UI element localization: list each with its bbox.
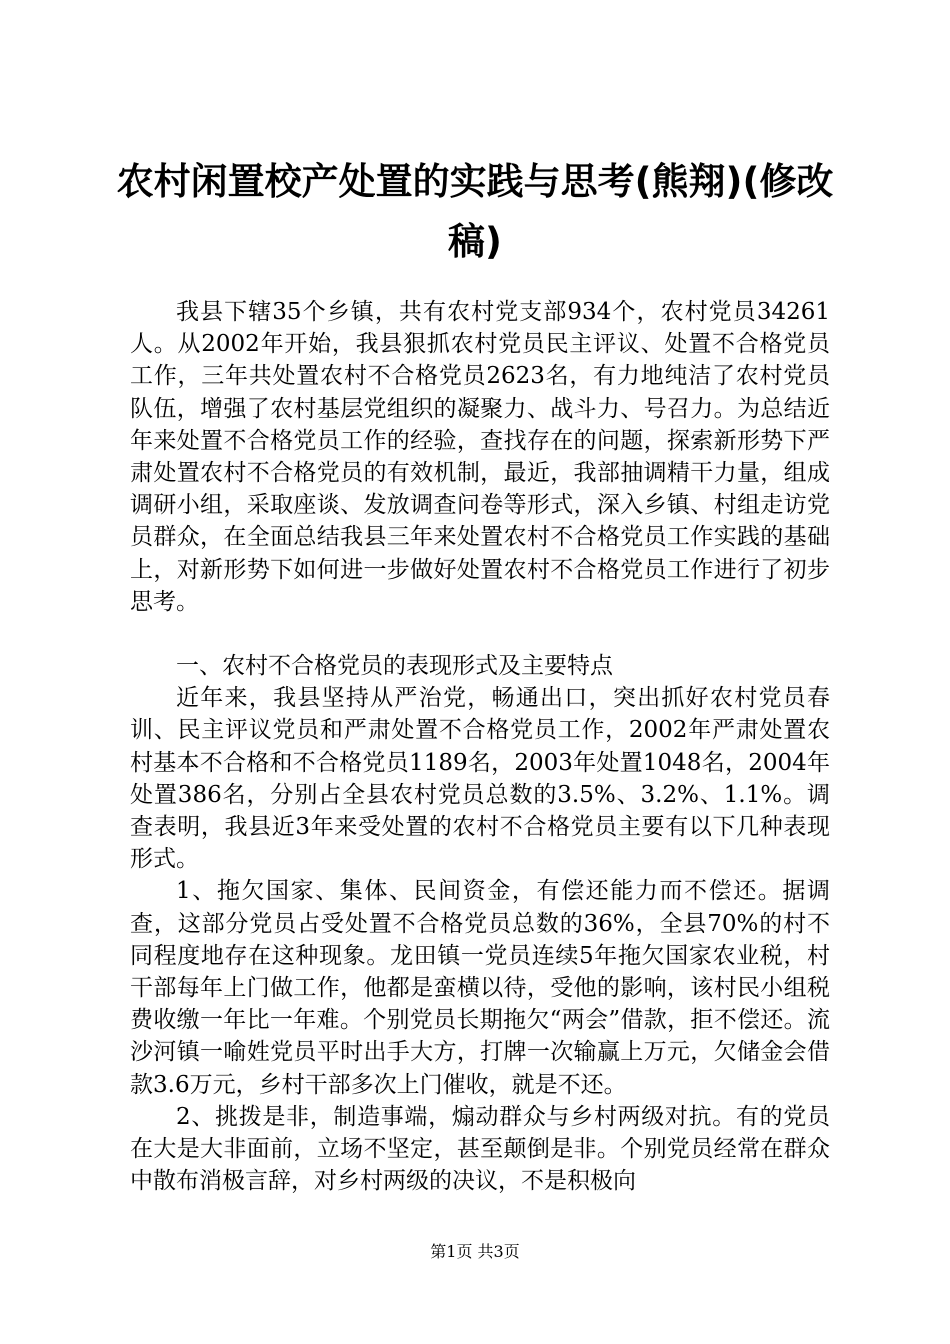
paragraph-overview: 近年来，我县坚持从严治党，畅通出口，突出抓好农村党员春训、民主评议党员和严肃处置不合格党员工作，2002年严肃处置农村基本不合格和不合格党员1189名，2003年处置1048名，2004年处置386名，分别占全县农村党员总数的3.5%、3.2%、1.1%。调查表明，我县近3年来受处置的农村不合格党员主要有以下几种表现形式。 [130,685,830,873]
document-body [130,296,830,1197]
paragraph-intro: 我县下辖35个乡镇，共有农村党支部934个，农村党员34261人。从2002年开始，我县狠抓农村党员民主评议、处置不合格党员工作，三年共处置农村不合格党员2623名，有力地纯洁了农村党员队伍，增强了农村基层党组织的凝聚力、战斗力、号召力。为总结近年来处置不合格党员工作的经验，查找存在的问题，探索新形势下严肃处置农村不合格党员的有效机制，最近，我部抽调精干力量，组成调研小组，采取座谈、发放调查问卷等形式，深入乡镇、村组走访党员群众，在全面总结我县三年来处置农村不合格党员工作实践的基础上，对新形势下如何进一步做好处置农村不合格党员工作进行了初步思考。 [130,299,830,615]
page-footer: 第1页 共3页 [430,1242,520,1261]
paragraph-item-2: 2、挑拨是非，制造事端，煽动群众与乡村两级对抗。有的党员在大是大非面前，立场不坚定，甚至颠倒是非。个别党员经常在群众中散布消极言辞，对乡村两级的决议，不是积极向 [130,1103,830,1195]
paragraph-item-1: 1、拖欠国家、集体、民间资金，有偿还能力而不偿还。据调查，这部分党员占受处置不合格党员总数的36%，全县70%的村不同程度地存在这种现象。龙田镇一党员连续5年拖欠国家农业税，村干部每年上门做工作，他都是蛮横以待，受他的影响，该村民小组税费收缴一年比一年难。个别党员长期拖欠“两会”借款，拒不偿还。流沙河镇一喻姓党员平时出手大方，打牌一次输赢上万元，欠储金会借款3.6万元，乡村干部多次上门催收，就是不还。 [130,878,830,1098]
paragraph-spacer [130,618,830,650]
section-heading: 一、农村不合格党员的表现形式及主要特点 [176,653,613,680]
document-title: 农村闲置校产处置的实践与思考(熊翔)(修改稿) [116,160,834,263]
